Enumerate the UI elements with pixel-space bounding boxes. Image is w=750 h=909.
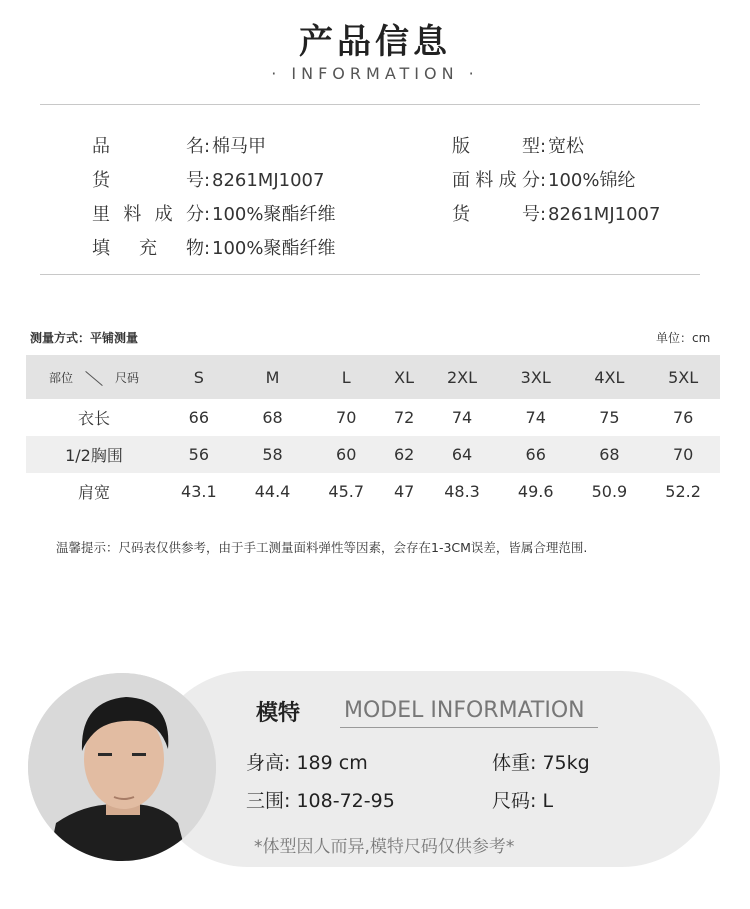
cell: 52.2: [665, 482, 701, 501]
cell: 43.1: [181, 482, 217, 501]
cell: 66: [188, 408, 210, 427]
info-filling: 填充物: 100%聚酯纤维: [92, 238, 336, 259]
cell: 62: [383, 436, 425, 473]
size-header: L: [309, 355, 383, 399]
cell: 45.7: [328, 482, 365, 501]
info-lining: 里料成分: 100%聚酯纤维: [92, 204, 336, 225]
size-disclaimer: 温馨提示：尺码表仅供参考，由于手工测量面料弹性等因素，会存在1-3CM误差，皆属合理范围.: [56, 540, 588, 555]
model-height: 身高: 189 cm: [246, 752, 368, 774]
size-table: [26, 355, 720, 510]
info-fit: 版型: 宽松: [452, 136, 584, 157]
model-title-underline: [340, 727, 598, 728]
table-row: [26, 436, 720, 473]
info-sku: 货号: 8261MJ1007: [92, 170, 325, 191]
info-name: 品名: 棉马甲: [92, 136, 266, 157]
cell: 49.6: [517, 482, 554, 501]
model-note: *体型因人而异,模特尺码仅供参考*: [254, 837, 515, 857]
size-header: 4XL: [573, 355, 647, 399]
cell: 68: [573, 436, 647, 473]
info-sku-2: 货号: 8261MJ1007: [452, 204, 661, 225]
page-title: 产品信息: [299, 22, 451, 62]
cell: 50.9: [591, 482, 628, 501]
model-measurements: 三围: 108-72-95: [246, 790, 395, 812]
page-subtitle: · INFORMATION ·: [271, 64, 479, 83]
cell: 48.3: [444, 482, 480, 501]
model-size: 尺码: L: [492, 790, 554, 812]
size-header: 3XL: [499, 355, 573, 399]
measure-method: 测量方式：平铺测量: [30, 331, 139, 345]
size-header: M: [236, 355, 310, 399]
cell: 76: [672, 408, 694, 427]
size-header-row: [26, 355, 720, 399]
cell: 60: [309, 436, 383, 473]
cell: 75: [599, 408, 620, 427]
model-photo: [28, 673, 216, 861]
size-header: 2XL: [425, 355, 499, 399]
model-title-en: MODEL INFORMATION: [344, 698, 585, 723]
cell: 70: [336, 408, 357, 427]
row-label: 1/2胸围: [26, 436, 162, 473]
info-fabric: 面料成分: 100%锦纶: [452, 170, 636, 191]
cell: 68: [262, 408, 283, 427]
divider-top: [40, 104, 700, 105]
row-label: 肩宽: [77, 483, 110, 502]
cell: 70: [646, 436, 720, 473]
row-label: 衣长: [77, 409, 110, 428]
size-header: S: [162, 355, 236, 399]
model-portrait-icon: [28, 673, 216, 861]
cell: 66: [499, 436, 573, 473]
cell: 47: [393, 482, 415, 501]
model-title-cn: 模特: [256, 701, 301, 726]
size-header: 5XL: [646, 355, 720, 399]
table-row: [26, 399, 720, 436]
table-row: [26, 473, 720, 510]
cell: 64: [425, 436, 499, 473]
size-header: XL: [383, 355, 425, 399]
cell: 74: [451, 408, 473, 427]
cell: 72: [393, 408, 415, 427]
cell: 44.4: [254, 482, 291, 501]
cell: 74: [525, 408, 546, 427]
model-weight: 体重: 75kg: [492, 752, 590, 774]
divider-bottom: [40, 274, 700, 275]
cell: 58: [236, 436, 310, 473]
corner-cell: 部位 尺码: [26, 355, 162, 399]
unit-label: 单位：cm: [656, 331, 711, 345]
cell: 56: [162, 436, 236, 473]
